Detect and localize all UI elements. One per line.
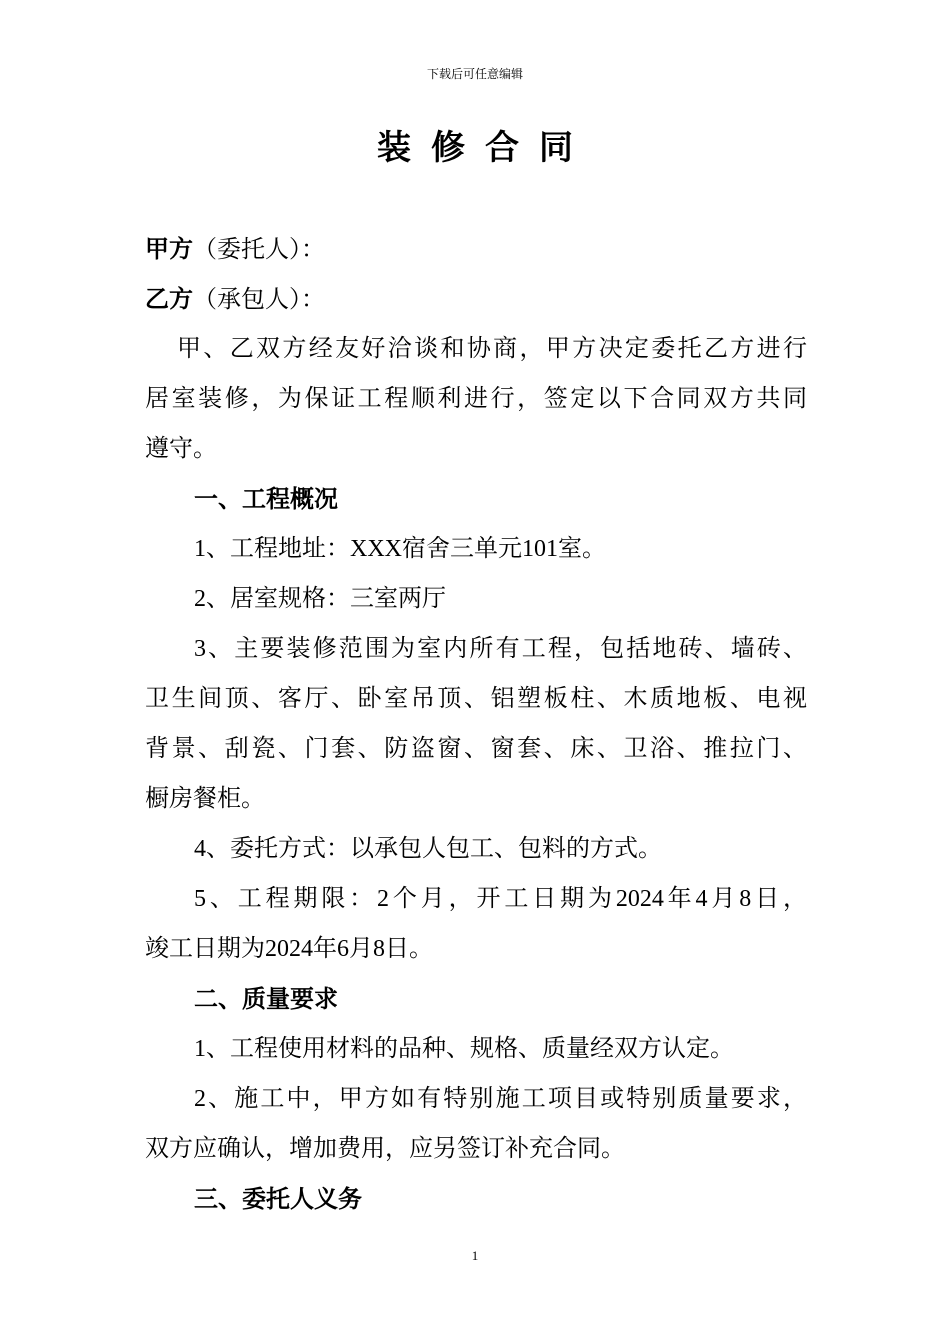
- party-a-detail: （委托人）：: [193, 237, 325, 263]
- section-1-item-3-line-2: 卫生间顶、客厅、卧室吊顶、铝塑板柱、木质地板、电视: [145, 686, 807, 712]
- party-a-label: 甲方: [145, 235, 193, 263]
- section-2-item-2-line-2: 双方应确认，增加费用，应另签订补充合同。: [145, 1136, 625, 1162]
- section-2-item-2-line-1: 2、施工中，甲方如有特别施工项目或特别质量要求，: [194, 1086, 807, 1112]
- header-note: 下载后可任意编辑: [426, 67, 523, 81]
- section-1-item-3-line-4: 橱房餐柜。: [145, 786, 265, 812]
- page-number: 1: [471, 1248, 479, 1263]
- preamble-line-3: 遵守。: [145, 436, 217, 462]
- section-3-heading: 三、委托人义务: [194, 1185, 362, 1213]
- section-1-item-5-line-1: 5、工程期限：2个月，开工日期为2024年4月8日，: [194, 886, 807, 912]
- party-b-detail: （承包人）：: [193, 287, 325, 313]
- section-1-item-1: 1、工程地址：XXX宿舍三单元101室。: [194, 536, 606, 562]
- section-2-item-1: 1、工程使用材料的品种、规格、质量经双方认定。: [194, 1036, 734, 1062]
- section-1-item-5-line-2: 竣工日期为2024年6月8日。: [145, 936, 433, 962]
- party-a-line: [145, 224, 807, 274]
- section-2-heading: 二、质量要求: [194, 985, 338, 1013]
- preamble-line-2: 居室装修，为保证工程顺利进行，签定以下合同双方共同: [145, 386, 807, 412]
- section-1-item-4: 4、委托方式：以承包人包工、包料的方式。: [194, 836, 662, 862]
- section-1-heading: 一、工程概况: [194, 485, 338, 513]
- contract-body: [145, 224, 807, 1224]
- party-b-label: 乙方: [145, 285, 193, 313]
- section-1-item-2: 2、居室规格：三室两厅: [194, 586, 446, 612]
- section-1-item-3-line-3: 背景、刮瓷、门套、防盗窗、窗套、床、卫浴、推拉门、: [145, 736, 807, 762]
- section-1-item-3-line-1: 3、主要装修范围为室内所有工程，包括地砖、墙砖、: [194, 636, 807, 662]
- contract-title: 装修合同: [377, 128, 593, 168]
- party-b-line: [145, 274, 807, 324]
- preamble-line-1: 甲、乙双方经友好洽谈和协商，甲方决定委托乙方进行: [177, 336, 807, 362]
